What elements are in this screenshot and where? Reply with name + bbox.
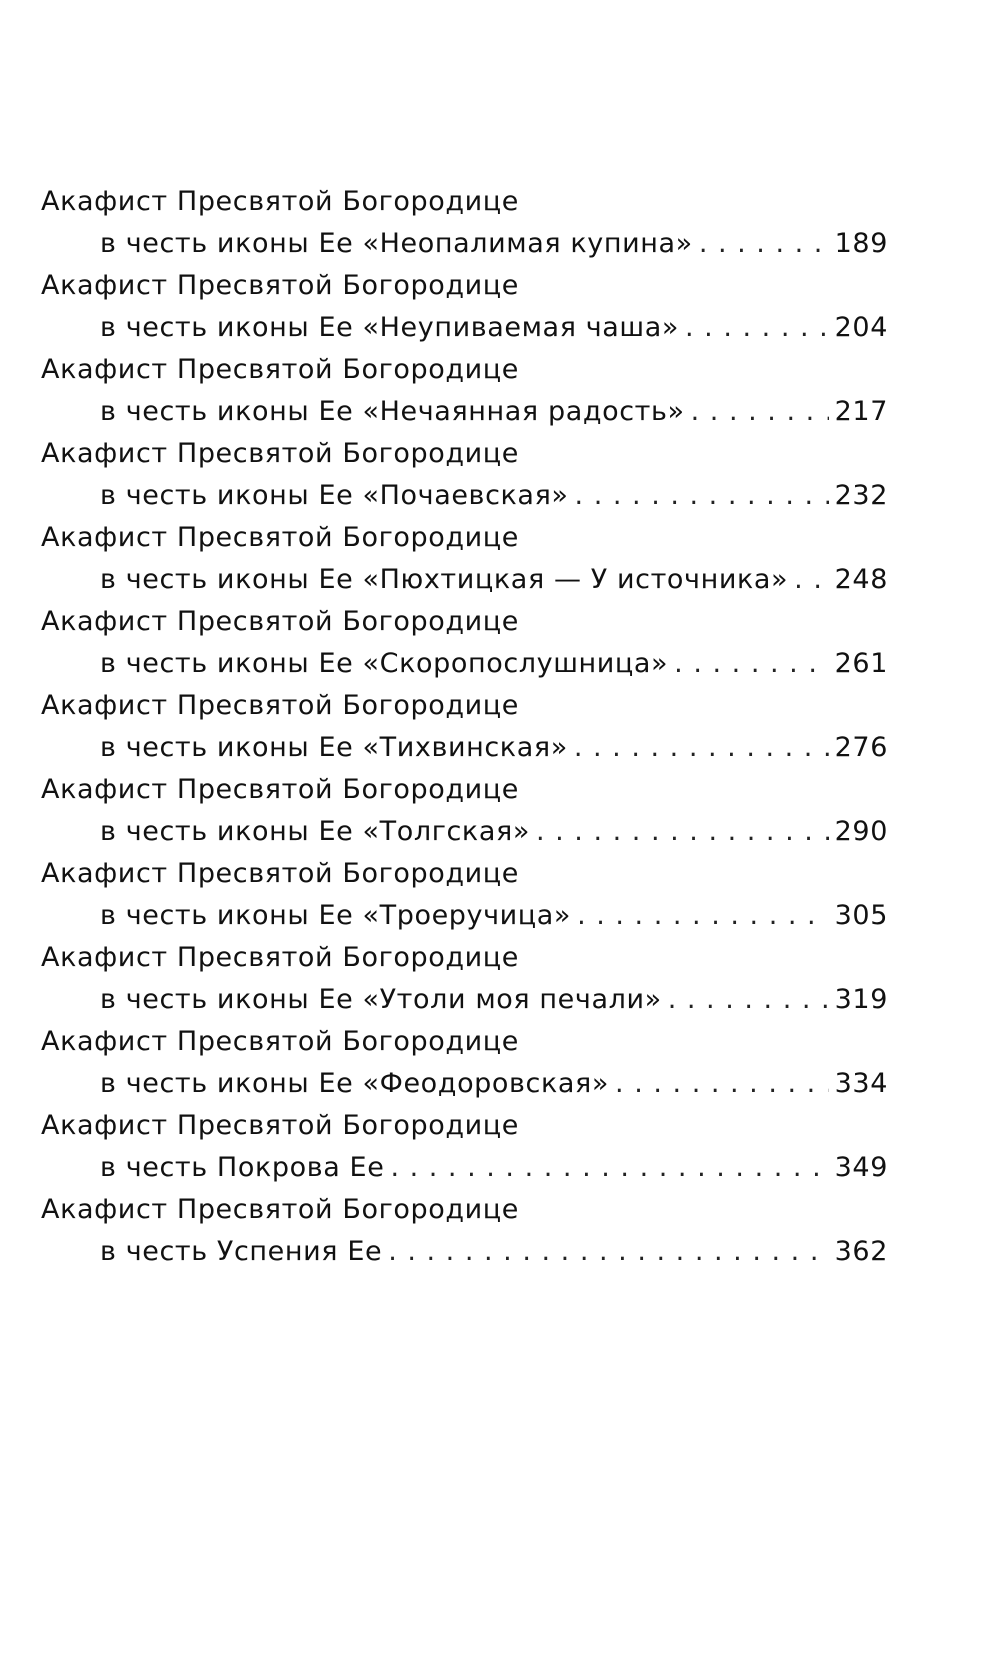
toc-entry-subtitle: в честь иконы Ее «Неопалимая купина» xyxy=(100,228,693,259)
toc-page-number: 276 xyxy=(834,732,888,763)
toc-page-number: 290 xyxy=(834,816,888,847)
dot-leader xyxy=(674,643,828,685)
toc-page-number: 204 xyxy=(834,312,888,343)
toc-page-number: 305 xyxy=(834,900,888,931)
toc-entry-subline xyxy=(41,1231,888,1273)
toc-entry xyxy=(41,601,888,685)
toc-entry-title: Акафист Пресвятой Богородице xyxy=(41,354,519,385)
toc-entry xyxy=(41,685,888,769)
toc-entry-subtitle: в честь Покрова Ее xyxy=(100,1152,385,1183)
toc-entry-subtitle: в честь иконы Ее «Скоропослушница» xyxy=(100,648,669,679)
toc-entry-subtitle: в честь иконы Ее «Почаевская» xyxy=(100,480,569,511)
toc-entry-subline xyxy=(41,1063,888,1105)
toc-entry xyxy=(41,265,888,349)
toc-entry xyxy=(41,1189,888,1273)
toc-entry xyxy=(41,769,888,853)
toc-entry-title: Акафист Пресвятой Богородице xyxy=(41,1194,519,1225)
dot-leader xyxy=(577,895,829,937)
toc-entry-subline xyxy=(41,979,888,1021)
toc-entry-subtitle: в честь иконы Ее «Толгская» xyxy=(100,816,530,847)
toc-page-number: 334 xyxy=(834,1068,888,1099)
toc-entry-title: Акафист Пресвятой Богородице xyxy=(41,522,519,553)
dot-leader xyxy=(388,1231,828,1273)
toc-entry xyxy=(41,181,888,265)
toc-entry-subline xyxy=(41,1147,888,1189)
toc-entry-subtitle: в честь иконы Ее «Утоли моя печали» xyxy=(100,984,662,1015)
toc-page-number: 232 xyxy=(834,480,888,511)
toc-entry-subline xyxy=(41,223,888,265)
toc-page-number: 349 xyxy=(834,1152,888,1183)
toc-entry-title: Акафист Пресвятой Богородице xyxy=(41,438,519,469)
dot-leader xyxy=(536,811,829,853)
toc-entry-subline xyxy=(41,727,888,769)
dot-leader xyxy=(668,979,829,1021)
toc-entry-title: Акафист Пресвятой Богородице xyxy=(41,186,519,217)
toc-entry-title: Акафист Пресвятой Богородице xyxy=(41,690,519,721)
toc-entry-subline xyxy=(41,895,888,937)
dot-leader xyxy=(699,223,829,265)
toc-page-number: 319 xyxy=(834,984,888,1015)
toc-entry-subline xyxy=(41,307,888,349)
toc-page-number: 261 xyxy=(834,648,888,679)
dot-leader xyxy=(794,559,829,601)
toc-entry xyxy=(41,853,888,937)
toc-entry-subline xyxy=(41,475,888,517)
toc-entry-subline xyxy=(41,643,888,685)
toc-entry xyxy=(41,1105,888,1189)
dot-leader xyxy=(574,727,829,769)
dot-leader xyxy=(691,391,829,433)
toc-entry-subline xyxy=(41,391,888,433)
toc-entry-subtitle: в честь иконы Ее «Неупиваемая чаша» xyxy=(100,312,679,343)
table-of-contents xyxy=(41,181,888,1273)
toc-entry-subtitle: в честь иконы Ее «Пюхтицкая — У источника» xyxy=(100,564,789,595)
toc-entry-subline xyxy=(41,811,888,853)
dot-leader xyxy=(615,1063,829,1105)
toc-entry xyxy=(41,349,888,433)
dot-leader xyxy=(390,1147,828,1189)
toc-entry-subtitle: в честь иконы Ее «Нечаянная радость» xyxy=(100,396,685,427)
toc-entry-title: Акафист Пресвятой Богородице xyxy=(41,858,519,889)
toc-entry xyxy=(41,433,888,517)
toc-page-number: 189 xyxy=(834,228,888,259)
toc-entry-subtitle: в честь Успения Ее xyxy=(100,1236,383,1267)
toc-page-number: 217 xyxy=(834,396,888,427)
dot-leader xyxy=(575,475,829,517)
toc-entry-title: Акафист Пресвятой Богородице xyxy=(41,942,519,973)
toc-entry xyxy=(41,517,888,601)
dot-leader xyxy=(685,307,829,349)
toc-page-number: 362 xyxy=(834,1236,888,1267)
toc-entry-subline xyxy=(41,559,888,601)
toc-entry xyxy=(41,937,888,1021)
toc-entry xyxy=(41,1021,888,1105)
toc-entry-title: Акафист Пресвятой Богородице xyxy=(41,1026,519,1057)
toc-entry-subtitle: в честь иконы Ее «Феодоровская» xyxy=(100,1068,610,1099)
toc-entry-title: Акафист Пресвятой Богородице xyxy=(41,606,519,637)
toc-entry-subtitle: в честь иконы Ее «Троеручица» xyxy=(100,900,572,931)
toc-entry-title: Акафист Пресвятой Богородице xyxy=(41,270,519,301)
toc-entry-title: Акафист Пресвятой Богородице xyxy=(41,774,519,805)
toc-entry-title: Акафист Пресвятой Богородице xyxy=(41,1110,519,1141)
toc-entry-subtitle: в честь иконы Ее «Тихвинская» xyxy=(100,732,568,763)
toc-page-number: 248 xyxy=(834,564,888,595)
